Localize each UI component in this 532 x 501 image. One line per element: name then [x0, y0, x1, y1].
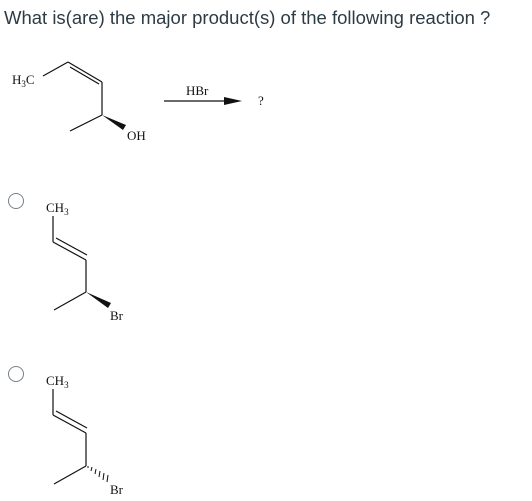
option-a-radio[interactable]: [8, 193, 24, 209]
answer-option-a[interactable]: [0, 180, 200, 330]
reactant-double-bond-inner: [70, 67, 99, 84]
reactant-double-bond-outer: [68, 62, 102, 82]
option-a-methyl-label: $CH_3$: [46, 200, 69, 217]
answer-option-b[interactable]: [0, 352, 200, 500]
reactant-structure: [43, 62, 102, 131]
reaction-arrow-head: [224, 97, 242, 105]
reactant-bond-methyl: [43, 62, 68, 76]
option-b-halogen-label: Br: [110, 482, 123, 497]
reactant-methyl-label: $H_3C$: [12, 72, 35, 89]
reactant-hydroxyl-label: OH: [127, 128, 146, 143]
reactant-bond-methyl-branch: [70, 115, 102, 131]
product-placeholder: ?: [258, 93, 264, 108]
question-text: What is(are) the major product(s) of the following reaction ?: [4, 7, 491, 28]
reactant-wedge-bond: [102, 115, 126, 130]
reagent-label: HBr: [186, 83, 209, 98]
option-b-methyl-label: $CH_3$: [46, 373, 69, 390]
option-b-radio[interactable]: [8, 366, 24, 382]
option-a-halogen-label: Br: [110, 308, 123, 323]
